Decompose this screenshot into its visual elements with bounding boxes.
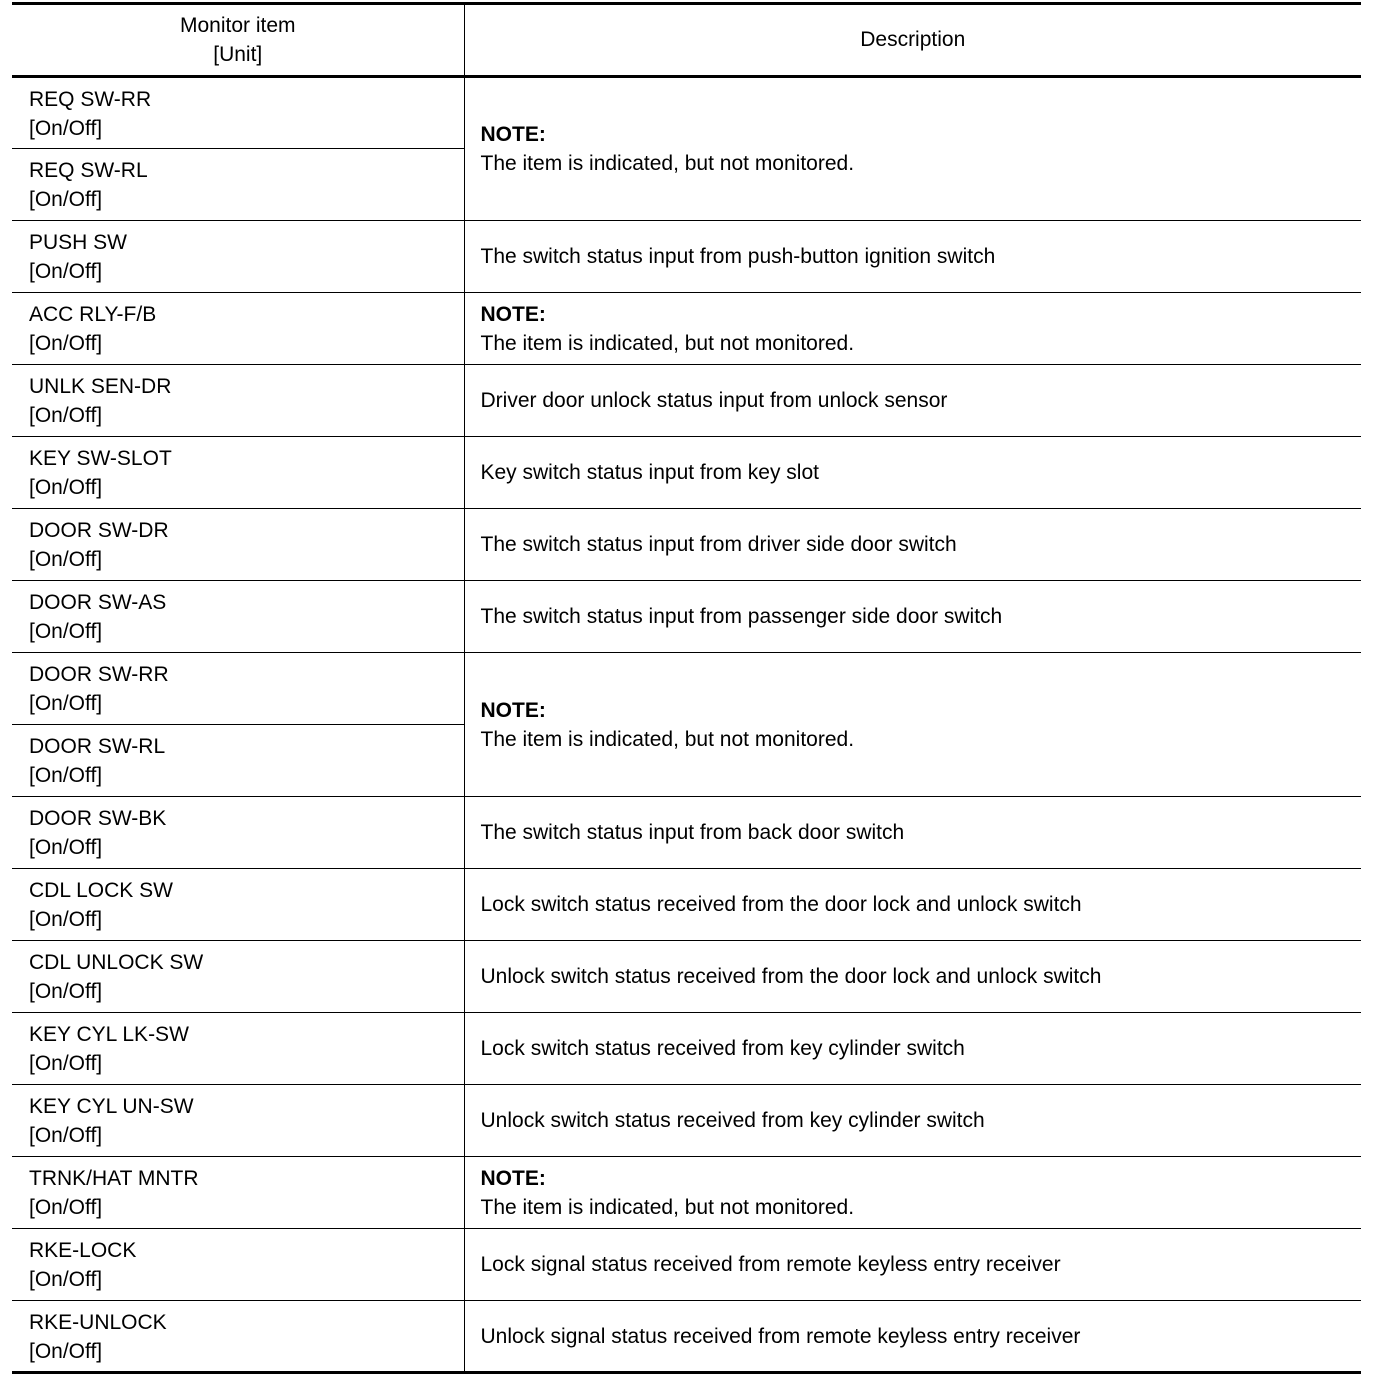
monitor-item-name: PUSH SW	[29, 231, 128, 254]
monitor-item-cell	[12, 1085, 464, 1157]
description-cell	[464, 1157, 1361, 1229]
monitor-item-table	[12, 2, 1361, 1374]
table-row	[12, 1157, 1361, 1229]
table-row	[12, 653, 1361, 725]
monitor-item-name: ACC RLY-F/B	[29, 303, 157, 326]
table-row	[12, 77, 1361, 149]
monitor-item-cell	[12, 1229, 464, 1301]
monitor-item-name: CDL LOCK SW	[29, 879, 173, 902]
monitor-item-unit: [On/Off]	[29, 764, 103, 787]
monitor-item-name: REQ SW-RR	[29, 88, 152, 111]
monitor-item-name: CDL UNLOCK SW	[29, 951, 204, 974]
table-row	[12, 1013, 1361, 1085]
monitor-item-unit: [On/Off]	[29, 1124, 103, 1147]
table-row	[12, 365, 1361, 437]
monitor-item-unit: [On/Off]	[29, 620, 103, 643]
description-cell: The switch status input from push-button ignition switch	[464, 221, 1361, 293]
note-label: NOTE:	[480, 123, 546, 146]
monitor-item-cell	[12, 149, 464, 221]
description-cell	[464, 77, 1361, 221]
monitor-item-name: DOOR SW-DR	[29, 519, 169, 542]
description-cell: Unlock switch status received from key cylinder switch	[464, 1085, 1361, 1157]
monitor-item-cell	[12, 77, 464, 149]
monitor-item-cell	[12, 1013, 464, 1085]
description-cell: The switch status input from driver side door switch	[464, 509, 1361, 581]
monitor-item-cell	[12, 365, 464, 437]
monitor-item-cell	[12, 1157, 464, 1229]
monitor-item-name: DOOR SW-RR	[29, 663, 169, 686]
note-text: The item is indicated, but not monitored.	[480, 331, 855, 355]
monitor-item-cell	[12, 725, 464, 797]
table-row	[12, 293, 1361, 365]
header-unit-label: [Unit]	[213, 43, 263, 66]
header-monitor-item-label: Monitor item	[179, 14, 296, 37]
monitor-item-unit: [On/Off]	[29, 117, 103, 140]
monitor-item-name: DOOR SW-AS	[29, 591, 167, 614]
note-label: NOTE:	[480, 698, 546, 722]
monitor-item-unit: [On/Off]	[29, 404, 103, 427]
description-cell: Unlock signal status received from remote keyless entry receiver	[464, 1301, 1361, 1373]
monitor-item-cell	[12, 509, 464, 581]
table-row	[12, 1229, 1361, 1301]
monitor-item-unit: [On/Off]	[29, 260, 103, 283]
monitor-item-name: DOOR SW-RL	[29, 735, 166, 758]
monitor-item-cell	[12, 581, 464, 653]
table-row	[12, 221, 1361, 293]
monitor-item-name: KEY CYL LK-SW	[29, 1023, 189, 1046]
monitor-item-cell	[12, 437, 464, 509]
monitor-item-unit: [On/Off]	[29, 1052, 103, 1075]
monitor-item-unit: [On/Off]	[29, 692, 103, 715]
description-cell: The switch status input from passenger side door switch	[464, 581, 1361, 653]
description-cell: Lock signal status received from remote keyless entry receiver	[464, 1229, 1361, 1301]
monitor-item-unit: [On/Off]	[29, 980, 103, 1003]
monitor-item-name: UNLK SEN-DR	[29, 375, 172, 398]
description-cell: Driver door unlock status input from unlock sensor	[464, 365, 1361, 437]
monitor-item-cell	[12, 797, 464, 869]
monitor-item-unit: [On/Off]	[29, 332, 103, 355]
monitor-item-name: KEY SW-SLOT	[29, 447, 172, 470]
description-cell: Unlock switch status received from the door lock and unlock switch	[464, 941, 1361, 1013]
note-label: NOTE:	[480, 1166, 546, 1190]
monitor-item-cell	[12, 869, 464, 941]
monitor-item-name: REQ SW-RL	[29, 159, 148, 182]
monitor-item-name: RKE-UNLOCK	[29, 1311, 167, 1334]
monitor-item-name: TRNK/HAT MNTR	[29, 1167, 199, 1190]
description-cell: Lock switch status received from key cylinder switch	[464, 1013, 1361, 1085]
monitor-item-unit: [On/Off]	[29, 1196, 103, 1219]
description-cell	[464, 653, 1361, 797]
header-row	[12, 4, 1361, 77]
description-cell: The switch status input from back door switch	[464, 797, 1361, 869]
monitor-item-unit: [On/Off]	[29, 476, 103, 499]
monitor-item-name: KEY CYL UN-SW	[29, 1095, 194, 1118]
description-cell: Lock switch status received from the door lock and unlock switch	[464, 869, 1361, 941]
monitor-item-cell	[12, 1301, 464, 1373]
note-text: The item is indicated, but not monitored.	[480, 727, 855, 751]
description-cell	[464, 293, 1361, 365]
monitor-item-name: RKE-LOCK	[29, 1239, 137, 1262]
header-monitor-item	[12, 4, 464, 77]
note-text: The item is indicated, but not monitored.	[480, 1195, 855, 1219]
table-row	[12, 1301, 1361, 1373]
note-label: NOTE:	[480, 302, 546, 326]
table-row	[12, 509, 1361, 581]
monitor-item-cell	[12, 293, 464, 365]
monitor-item-unit: [On/Off]	[29, 1340, 103, 1363]
monitor-item-unit: [On/Off]	[29, 548, 103, 571]
table-row	[12, 797, 1361, 869]
monitor-item-cell	[12, 221, 464, 293]
monitor-item-unit: [On/Off]	[29, 908, 103, 931]
monitor-item-cell	[12, 653, 464, 725]
monitor-item-unit: [On/Off]	[29, 836, 103, 859]
description-cell: Key switch status input from key slot	[464, 437, 1361, 509]
header-description: Description	[464, 4, 1361, 77]
note-text: The item is indicated, but not monitored.	[480, 152, 855, 175]
monitor-item-cell	[12, 941, 464, 1013]
table-row	[12, 581, 1361, 653]
table-row	[12, 941, 1361, 1013]
monitor-item-unit: [On/Off]	[29, 1268, 103, 1291]
table-row	[12, 1085, 1361, 1157]
table-row	[12, 437, 1361, 509]
table-row	[12, 869, 1361, 941]
monitor-item-name: DOOR SW-BK	[29, 807, 167, 830]
monitor-item-unit: [On/Off]	[29, 188, 103, 211]
